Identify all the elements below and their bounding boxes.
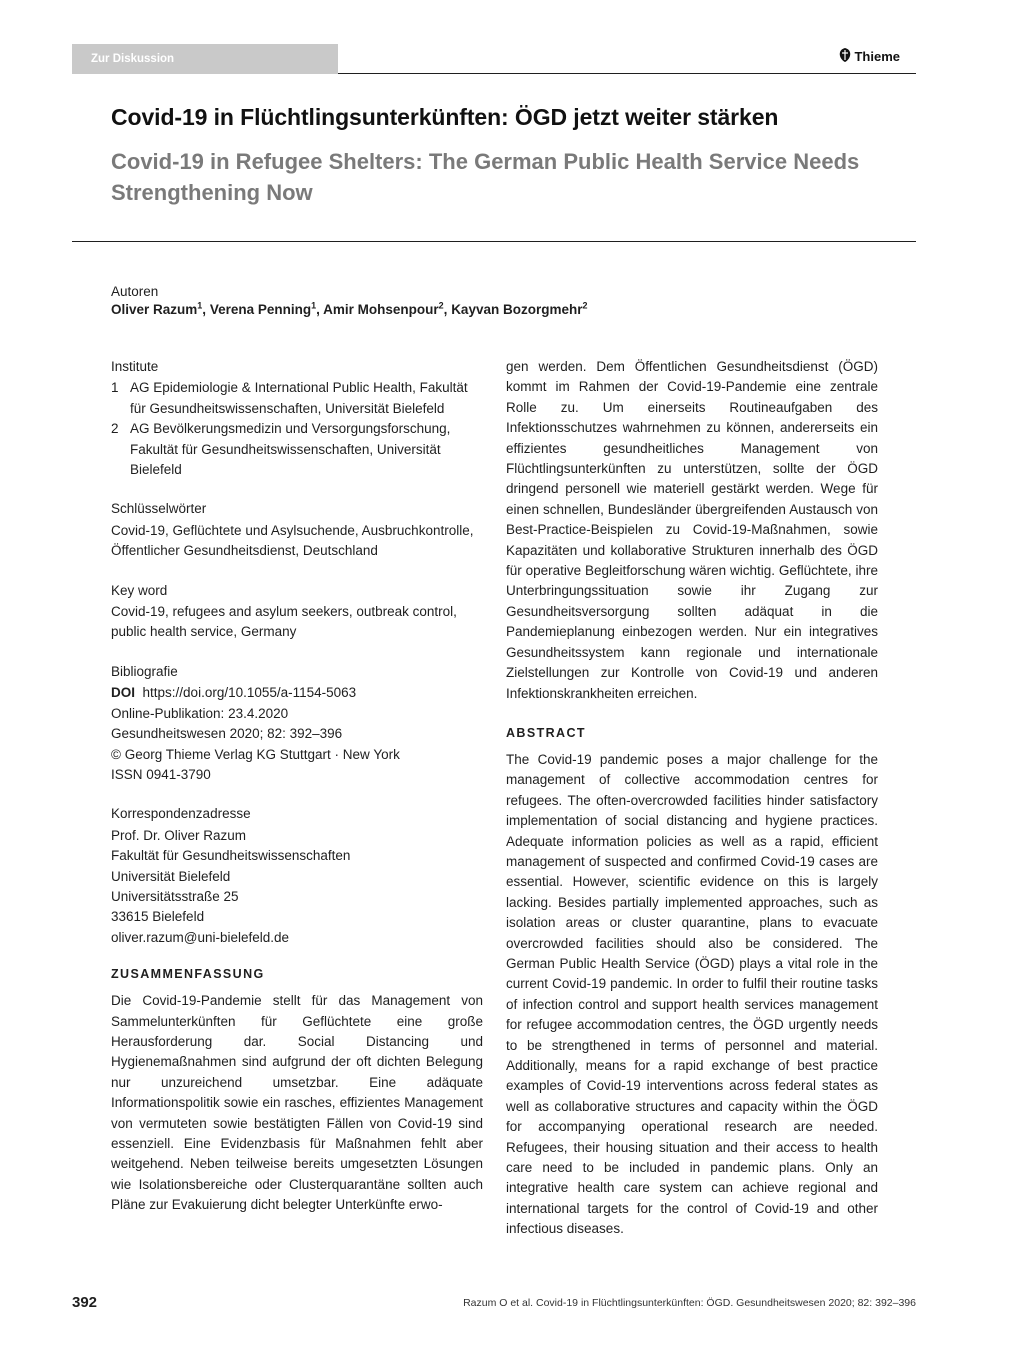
correspondence-line: Universitätsstraße 25 [111, 888, 239, 904]
publisher-name: Thieme [854, 49, 900, 64]
correspondence-line: Universität Bielefeld [111, 868, 231, 884]
correspondence-line: Fakultät für Gesundheitswissenschaften [111, 848, 351, 864]
authors-block [111, 284, 588, 317]
doi-line [111, 683, 483, 703]
keywords-de-text: Covid-19, Geflüchtete und Asylsuchende, Ausbruchkontrolle, Öffentlicher Gesundheitsdienst, Deutschland [111, 522, 474, 559]
section-tab: Zur Diskussion [72, 44, 338, 74]
copyright: © Georg Thieme Verlag KG Stuttgart · New York [111, 746, 400, 762]
keywords-en-label: Key word [111, 582, 168, 598]
institutes-section [111, 357, 483, 480]
title-rule [72, 241, 916, 242]
author-affiliation: 2 [582, 300, 588, 311]
footer-citation: Razum O et al. Covid-19 in Flüchtlingsunterkünften: ÖGD. Gesundheitswesen 2020; 82: 392–396 [463, 1297, 916, 1309]
correspondence-email[interactable]: oliver.razum@uni-bielefeld.de [111, 929, 290, 945]
institute-item [111, 378, 483, 419]
doi-label: DOI [111, 685, 136, 701]
author-list: Oliver Razum$^1$, Verena Penning$^1$, Amir Mohsenpour$^2$, Kayvan Bozorgmehr$^2$ [111, 300, 588, 317]
author-name: Amir Mohsenpour [323, 302, 439, 317]
author-name: Oliver Razum [111, 302, 198, 317]
institute-item [111, 419, 483, 480]
thieme-logo-icon [839, 48, 851, 65]
bibliography-label: Bibliografie [111, 663, 178, 679]
publisher-logo [839, 48, 900, 65]
abstract-text: The Covid-19 pandemic poses a major challenge for the management of collective accommodation centres for refugees. The often-overcrowded facilities hinder satisfactory implementation of social distancing and hygiene practices. Adequate information policies as well as a rapid, efficient management of suspected and confirmed Covid-19 cases are essential. However, scientific evidence on this is largely lacking. Besides partially implemented approaches, such as isolation areas or cluster quarantine, plans to evacuate overcrowded facilities should also be considered. The German Public Health Service (ÖGD) plays a vital role in the current Covid-19 pandemic. In order to fulfil their routine tasks of infection control and support health services management for refugee accommodation centres, the ÖGD urgently needs to be strengthened in terms of personnel and material. Additionally, means for a rapid exchange of best practice examples of Covid-19 interventions across federal states as well as collaborative structures and capacity within the ÖGD for accompanying operational research are needed. Refugees, their housing situation and their access to health care need to be included in pandemic plans. Only an integrative health care system can achieve regional and international targets for the control of Covid-19 and other infectious diseases. [506, 751, 878, 1237]
zusammenfassung-text-part2: gen werden. Dem Öffentlichen Gesundheitsdienst (ÖGD) kommt im Rahmen der Covid-19-Pandemie eine zentrale Rolle zu. Um einerseits Routineaufgaben des Infektionsschutzes wahrnehmen zu können, andererseits ein effizientes gesundheitliches Management von Flüchtlingsunterkünften zu unterstützen, sollte der ÖGD dringend personell wie materiell gestärkt werden. Wege für einen schnellen, Bundesländer übergreifenden Austausch von Best-Practice-Beispielen zu Covid-19-Maßnahmen, sowie Kapazitäten und kollaborative Strukturen innerhalb des ÖGD für operative Begleitforschung wären wichtig. Geflüchtete, ihre Unterbringungssituation sowie ihr Zugang zur Gesundheitsversorgung sollten adäquat in die Pandemieplanung einbezogen werden. Nur ein integratives Gesundheitssystem kann regionale und internationale Zielstellungen zur Kontrolle von Covid-19 und anderen Infektionskrankheiten erreichen. [506, 359, 878, 701]
author-affiliation: 1 [311, 300, 317, 311]
article-title-german: Covid-19 in Flüchtlingsunterkünften: ÖGD jetzt weiter stärken [111, 104, 779, 130]
left-column [111, 357, 483, 1216]
zusammenfassung-heading: ZUSAMMENFASSUNG [111, 967, 265, 982]
keywords-de-section [111, 499, 483, 561]
institutes-label: Institute [111, 359, 159, 374]
page-number: 392 [72, 1294, 98, 1311]
correspondence-section [111, 804, 483, 948]
institute-number: 2 [111, 421, 119, 437]
correspondence-line: Prof. Dr. Oliver Razum [111, 827, 247, 843]
correspondence-label: Korrespondenzadresse [111, 806, 251, 822]
keywords-en-section [111, 581, 483, 643]
institute-text: AG Epidemiologie & International Public Health, Fakultät für Gesundheitswissenschaften, Universität Bielefeld [130, 380, 468, 416]
header-rule [338, 73, 916, 74]
institute-number: 1 [111, 380, 119, 396]
institute-text: AG Bevölkerungsmedizin und Versorgungsforschung, Fakultät für Gesundheitswissenschaften, Universität Bielefeld [130, 421, 451, 478]
author-affiliation: 1 [197, 300, 203, 311]
online-publication: Online-Publikation: 23.4.2020 [111, 705, 289, 721]
author-affiliation: 2 [438, 300, 444, 311]
journal-reference: Gesundheitswesen 2020; 82: 392–396 [111, 726, 343, 742]
issn: ISSN 0941-3790 [111, 766, 211, 782]
article-title-english: Covid-19 in Refugee Shelters: The German Public Health Service Needs Strengthening Now [111, 149, 860, 205]
doi-link[interactable]: https://doi.org/10.1055/a-1154-5063 [142, 685, 357, 701]
keywords-en-text: Covid-19, refugees and asylum seekers, outbreak control, public health service, Germany [111, 604, 457, 640]
author-name: Kayvan Bozorgmehr [451, 302, 583, 317]
author-name: Verena Penning [209, 302, 312, 317]
authors-label: Autoren [111, 284, 159, 299]
correspondence-line: 33615 Bielefeld [111, 909, 205, 925]
zusammenfassung-text-part1: Die Covid-19-Pandemie stellt für das Management von Sammelunterkünften für Geflüchtete eine große Herausforderung dar. Social Distancing und Hygienemaßnahmen sind aufgrund der oft dichten Belegung nur unzureichend umsetzbar. Eine adäquate Informationspolitik sowie ein rasches, effizientes Management von vermuteten sowie bestätigten Fällen von Covid-19 sind essenziell. Eine Evidenzbasis für Maßnahmen fehlt aber weitgehend. Neben teilweise bereits umgesetzten Lösungen wie Isolationsbereiche oder Clusterquarantäne sollten auch Pläne zur Evakuierung dicht belegter Unterkünfte erwo- [111, 993, 483, 1213]
keywords-de-label: Schlüsselwörter [111, 501, 207, 517]
right-column [506, 357, 878, 1240]
bibliography-section [111, 662, 483, 785]
abstract-heading: ABSTRACT [506, 725, 586, 740]
